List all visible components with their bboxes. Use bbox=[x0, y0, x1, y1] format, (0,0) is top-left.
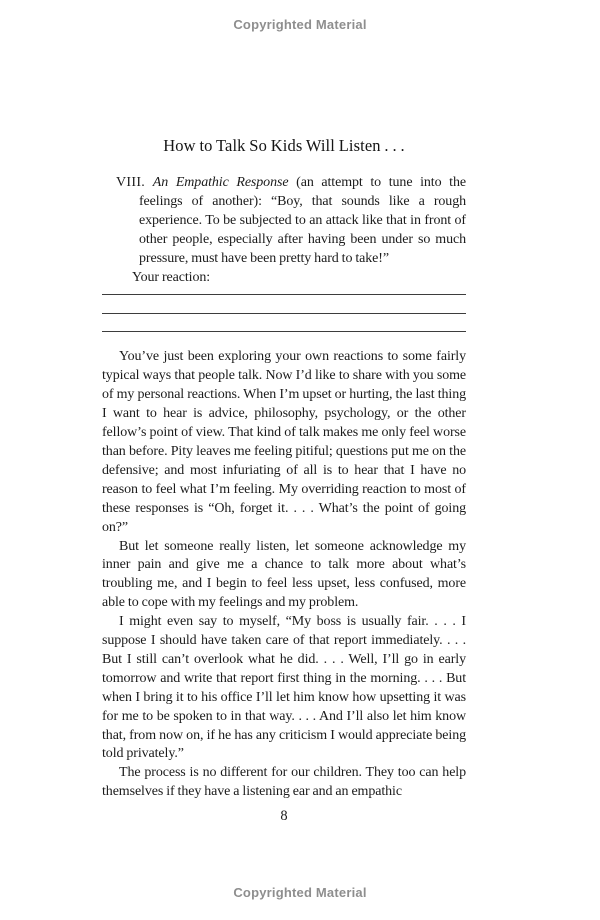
reaction-prompt: Your reaction: bbox=[132, 269, 211, 285]
answer-lines bbox=[102, 293, 466, 332]
copyright-notice-top: Copyrighted Material bbox=[233, 17, 367, 32]
paragraph: The process is no different for our children. They too can help themselves if they have a listening ear and an empathic bbox=[102, 765, 466, 800]
item-text: (an attempt to tune into the feelings of another): “Boy, that sounds like a rough experience. To be subjected to an attack like that in front of other people, especially after having been under so much pressure, must have been pretty hard to take!” bbox=[139, 175, 466, 266]
copyright-notice-bottom: Copyrighted Material bbox=[233, 885, 367, 900]
paragraph: You’ve just been exploring your own reactions to some fairly typical ways that people talk. Now I’d like to share with you some of my personal reactions. When I’m upset or hurting, the last thing I want to hear is advice, philosophy, psychology, or the other fellow’s point of view. That kind of talk makes me only feel worse than before. Pity leaves me feeling pitiful; questions put me on the defensive; and most infuriating of all is to hear that I have no reason to feel what I’m feeling. My overriding reaction to most of these responses is “Oh, forget it. . . . What’s the point of going on?” bbox=[102, 349, 466, 535]
page-number: 8 bbox=[280, 808, 288, 824]
paragraph: I might even say to myself, “My boss is usually fair. . . . I suppose I should have taken care of that report immediately. . . . But I still can’t overlook what he did. . . . Well, I’ll go in early tomorrow and write that report first thing in the morning. . . . But when I bring it to his office I’ll let him know how upsetting it was for me to be spoken to in that way. . . . And I’ll also let him know that, from now on, if he has any criticism I would appreciate being told privately.” bbox=[102, 614, 466, 762]
page-body bbox=[102, 136, 466, 802]
empathic-response-item bbox=[102, 174, 466, 269]
answer-line bbox=[102, 295, 466, 314]
paragraph: But let someone really listen, let someone acknowledge my inner pain and give me a chance to talk more about what’s troubling me, and I begin to feel less upset, less confused, more able to cope with my feelings and my problem. bbox=[102, 538, 466, 611]
answer-line bbox=[102, 314, 466, 333]
body-copy bbox=[102, 348, 466, 802]
running-head: How to Talk So Kids Will Listen . . . bbox=[163, 136, 405, 155]
item-term: An Empathic Response bbox=[152, 175, 289, 190]
item-numeral: VIII. bbox=[116, 175, 146, 190]
